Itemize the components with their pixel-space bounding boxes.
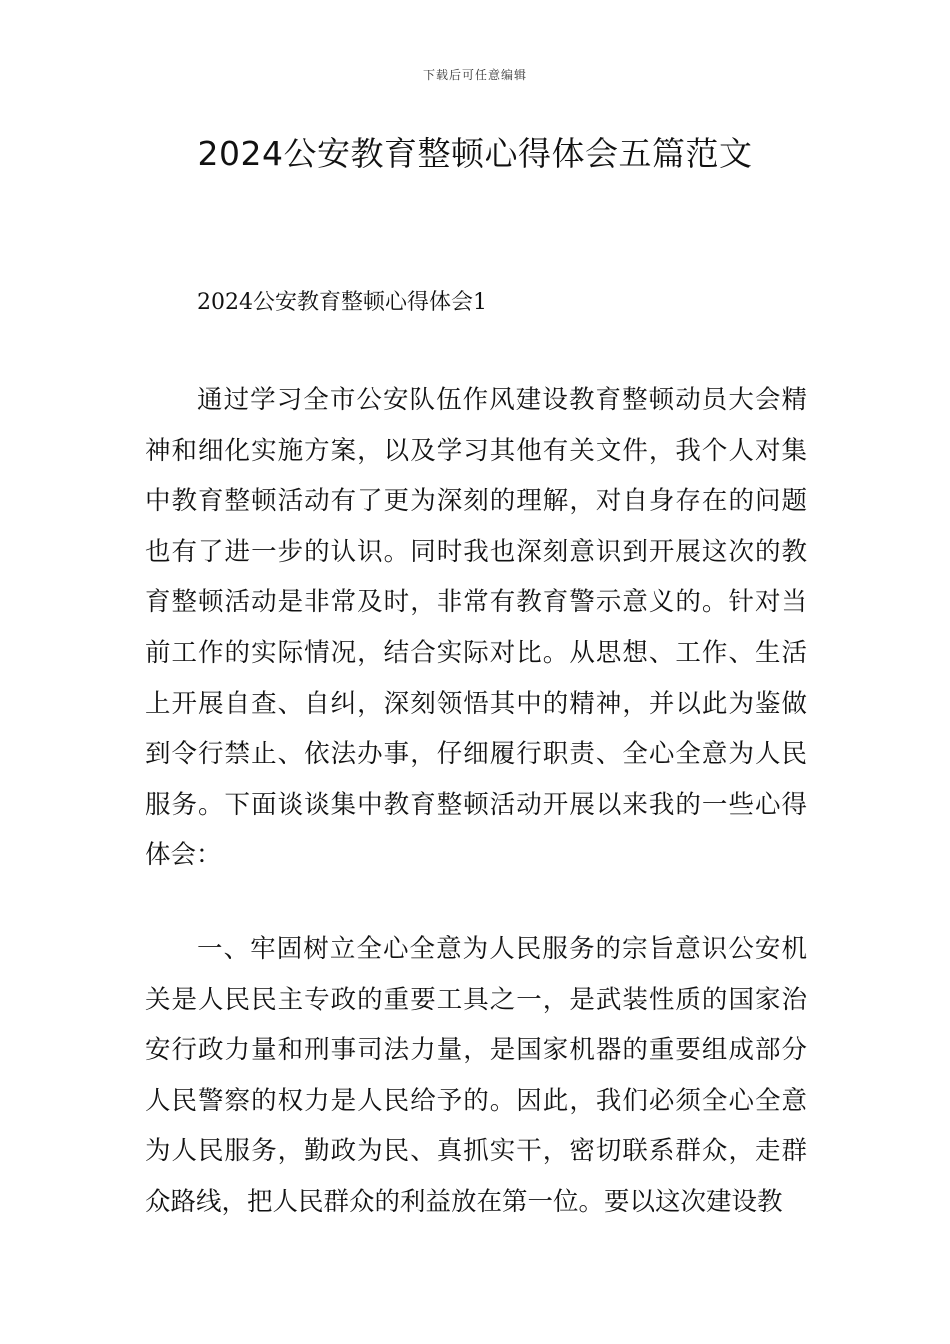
body-paragraph-1: 通过学习全市公安队伍作风建设教育整顿动员大会精神和细化实施方案，以及学习其他有关文件，我个人对集中教育整顿活动有了更为深刻的理解，对自身存在的问题也有了进一步的认识。同时我也深刻意识到开展这次的教育整顿活动是非常及时，非常有教育警示意义的。针对当前工作的实际情况，结合实际对比。从思想、工作、生活上开展自查、自纠，深刻领悟其中的精神，并以此为鉴做到令行禁止、依法办事，仔细履行职责、全心全意为人民服务。下面谈谈集中教育整顿活动开展以来我的一些心得体会： [145, 385, 807, 871]
header-note: 下载后可任意编辑 [422, 68, 527, 82]
section-heading: 2024公安教育整顿心得体会1 [197, 290, 487, 315]
body-paragraph-2: 一、牢固树立全心全意为人民服务的宗旨意识公安机关是人民民主专政的重要工具之一，是武装性质的国家治安行政力量和刑事司法力量，是国家机器的重要组成部分人民警察的权力是人民给予的。因此，我们必须全心全意为人民服务，勤政为民、真抓实干，密切联系群众，走群众路线，把人民群众的利益放在第一位。要以这次建设教 [145, 934, 807, 1217]
document-title: 2024公安教育整顿心得体会五篇范文 [197, 134, 753, 173]
